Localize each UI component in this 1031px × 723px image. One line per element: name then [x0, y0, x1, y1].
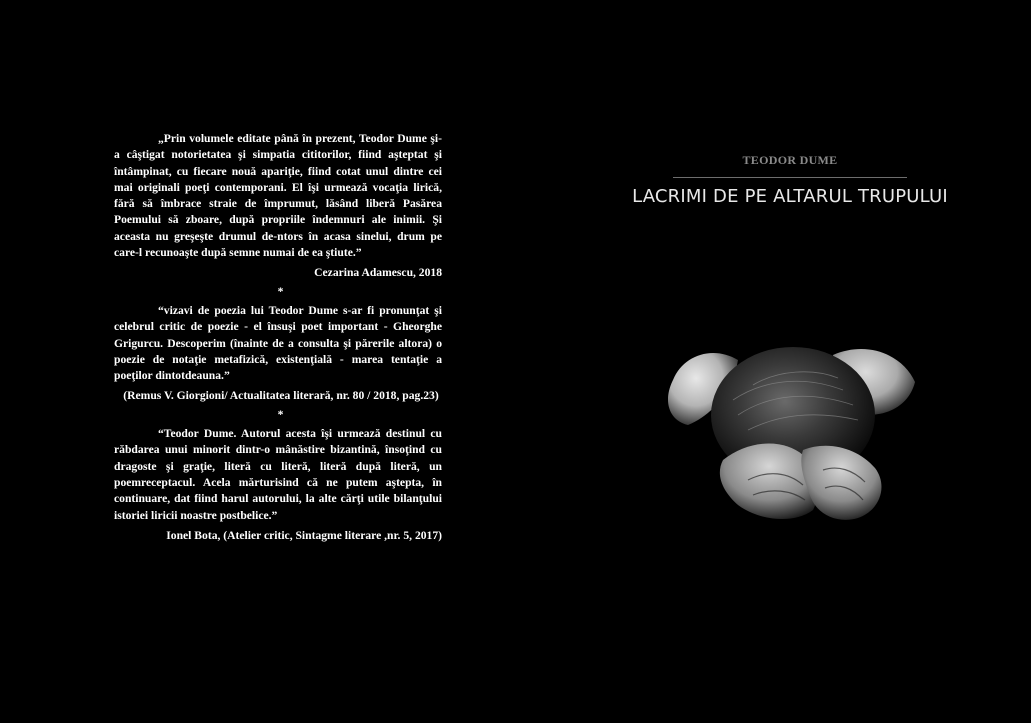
quote-author: Ionel Bota, (Atelier critic, Sintagme literare ,nr. 5, 2017) [166, 528, 442, 542]
front-cover [515, 0, 1031, 723]
quote-block-3 [114, 426, 442, 544]
quote-separator: * [277, 407, 284, 421]
cover-author-name: TEODOR DUME [742, 153, 838, 167]
quote-author: (Remus V. Giorgioni/ Actualitatea literară, nr. 80 / 2018, pag.23) [123, 389, 439, 403]
quote-block-2 [114, 303, 442, 405]
quote-text: “vizavi de poezia lui Teodor Dume s-ar fi pronunţat şi celebrul critic de poezie - el însuşi poet important - Gheorghe Grigurcu. Descoperim (înainte de a consulta şi părerile altora) o poezie de notaţie metafizică, existenţială - marea tentaţie a poeţilor dintotdeauna.” [114, 303, 442, 383]
quote-author: Cezarina Adamescu, 2018 [314, 266, 442, 280]
back-cover [0, 0, 515, 723]
title-divider [673, 177, 907, 178]
quote-text: “Teodor Dume. Autorul acesta îşi urmează destinul cu răbdarea unui minorit dintr-o mânăstire bizantină, însoţind cu dragoste şi graţie, literă cu literă, literă după literă, un poemreceptacul. Acela mărturisind că ne putem aştepta, în continuare, dat fiind harul autorului, la alte cărţi utile bilanţului istoriei liricii noastre postbelice.” [114, 427, 442, 522]
newborn-in-hands-photo [653, 320, 933, 540]
quote-separator: * [277, 284, 284, 298]
quotes-column [114, 131, 442, 544]
cover-book-title: LACRIMI DE PE ALTARUL TRUPULUI [632, 186, 948, 207]
quote-text: „Prin volumele editate până în prezent, Teodor Dume şi-a câştigat notorietatea şi simpatia cititorilor, fiind aşteptat şi întâmpinat, cu fiecare nouă apariţie, fiind cotat unul dintre cei mai originali poeţi contemporani. El îşi urmează vocaţia lirică, fără să îmbrace straie de împrumut, lăsând liberă Pasărea Poemului să zboare, după propriile îndemnuri ale inimii. Şi aceasta nu greşeşte drumul de-ntors în acasa sinelui, drum pe care-l recunoaşte după semne numai de ea ştiute.” [114, 132, 442, 260]
quote-block-1 [114, 131, 442, 282]
